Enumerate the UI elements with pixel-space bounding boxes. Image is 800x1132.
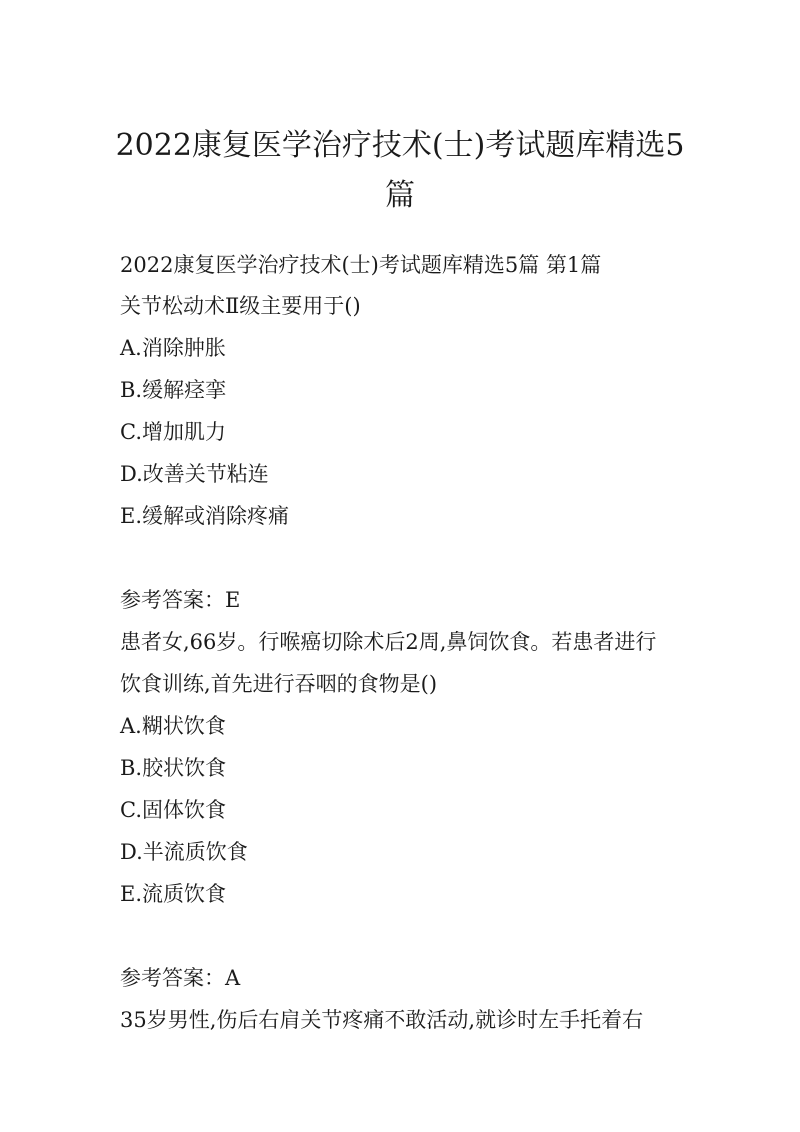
question-2-stem-line-1: 患者女,66岁。行喉癌切除术后2周,鼻饲饮食。若患者进行 — [120, 630, 657, 654]
question-1-answer: 参考答案：E — [120, 588, 241, 612]
question-2-stem-line-2: 饮食训练,首先进行吞咽的食物是() — [120, 672, 438, 696]
question-2-option-e: E.流质饮食 — [120, 882, 227, 906]
question-1-option-a: A.消除肿胀 — [120, 336, 226, 360]
question-1-option-d: D.改善关节粘连 — [120, 462, 269, 486]
question-1-option-b: B.缓解痉挛 — [120, 378, 227, 402]
question-3-stem-line-1: 35岁男性,伤后右肩关节疼痛不敢活动,就诊时左手托着右 — [120, 1008, 644, 1032]
question-2-option-a: A.糊状饮食 — [120, 714, 226, 738]
question-1-option-c: C.增加肌力 — [120, 420, 226, 444]
section-subtitle: 2022康复医学治疗技术(士)考试题库精选5篇 第1篇 — [120, 253, 602, 277]
question-1-stem: 关节松动术Ⅱ级主要用于() — [120, 294, 361, 318]
question-2-option-d: D.半流质饮食 — [120, 840, 248, 864]
question-2-option-c: C.固体饮食 — [120, 798, 226, 822]
document-title-line-2: 篇 — [385, 178, 415, 213]
question-2-option-b: B.胶状饮食 — [120, 756, 227, 780]
question-2-answer: 参考答案：A — [120, 966, 241, 990]
question-1-option-e: E.缓解或消除疼痛 — [120, 504, 290, 528]
document-title-line-1: 2022康复医学治疗技术(士)考试题库精选5 — [115, 128, 685, 163]
